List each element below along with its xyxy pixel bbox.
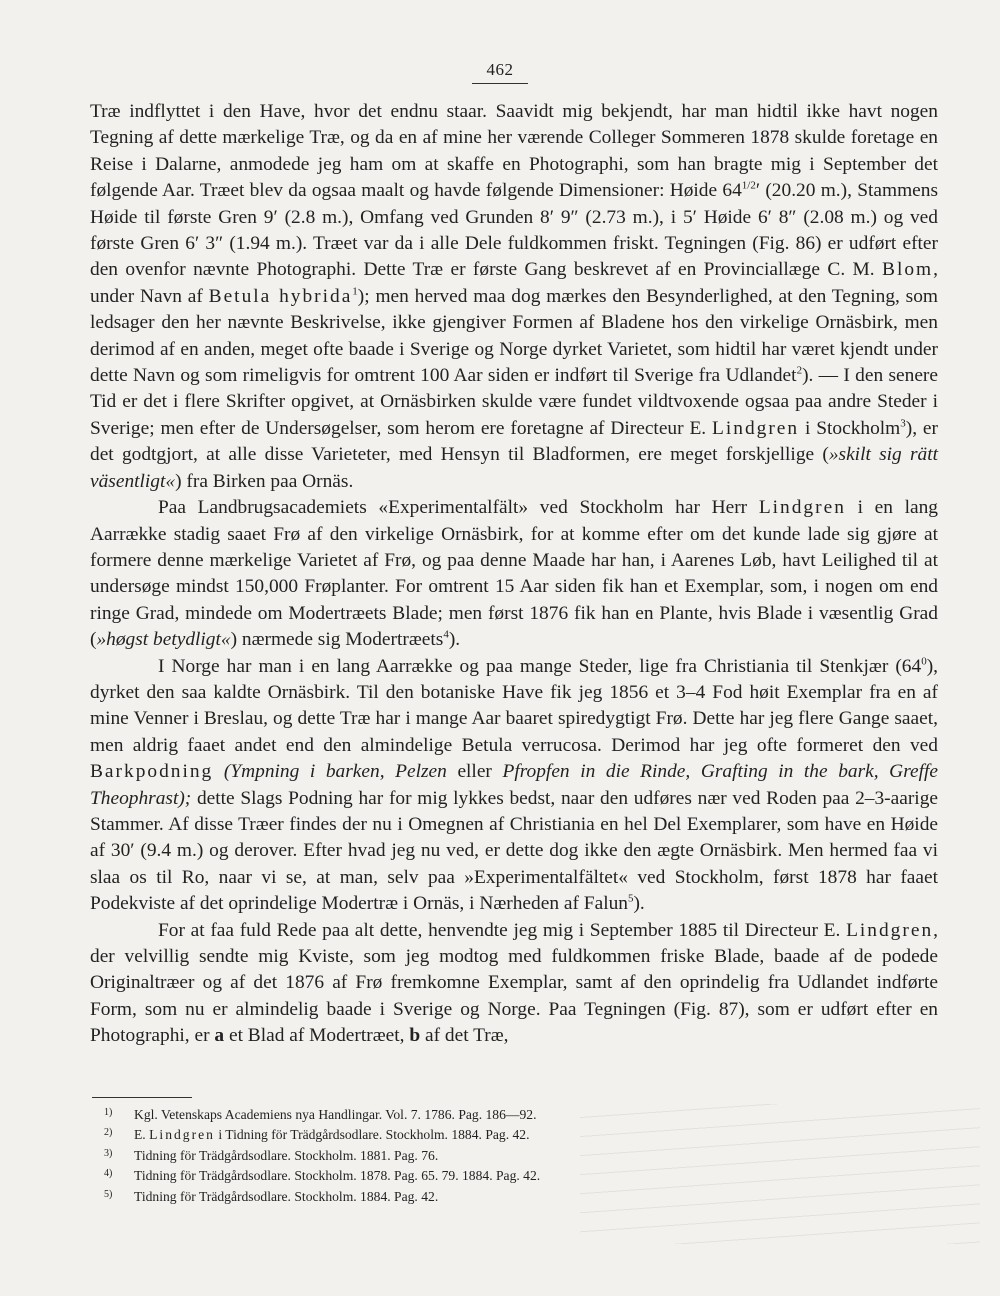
paragraph bbox=[90, 918, 938, 1050]
text-run: For at faa fuld Rede paa alt dette, henvendte jeg mig i September 1885 til Directeur E. bbox=[158, 919, 847, 941]
text-run: i en lang Aarrække stadig saaet Frø af den virkelige Ornäsbirk, for at komme efter om det kunde lade sig gjøre at formere denne mærkelige Varietet af Frø, og paa denne Maade har han, i Aarenes Løb, havt Leilighed til at undersøge mindst 150,000 Frøplanter. For omtrent 15 Aar siden fik han et Exemplar, som, i nogen om end ringe Grad, mindede om Modertræets Blade; men først 1876 fik han en Plante, hvis Blade i væsentlig Grad ( bbox=[90, 497, 939, 651]
text-run: Træ indflyttet i den Have, hvor det endnu staar. Saavidt mig bekjendt, har man hidtil ikke havt nogen Tegning af dette mærkelige Træ, og da en af mine her værende Colleger Sommeren 1878 skulde foretage en Reise i Dalarne, anmodede jeg ham om at skaffe en Photographi, som han bragte mig i September det følgende Aar. Træet blev da ogsaa maalt og havde følgende Dimensioner: Høide 64 bbox=[90, 101, 938, 202]
text-run: Paa Landbrugsacademiets «Experimentalfält» ved Stockholm har Herr bbox=[158, 497, 759, 519]
page-number: 462 bbox=[472, 60, 528, 84]
text-run: ). — I den senere Tid er det i flere Skrifter opgivet, at Ornäsbirken skulde være fundet vildtvoxende ogsaa paa andre Steder i Sverige; men efter de Undersøgelser, som herom ere foretagne af Directeur E. bbox=[90, 365, 938, 439]
spaced-name: Lindgren bbox=[758, 497, 846, 519]
spaced-name: Blom bbox=[882, 259, 934, 281]
body-text bbox=[90, 99, 938, 1050]
footnote bbox=[104, 1186, 804, 1206]
bold-letter: a bbox=[214, 1025, 225, 1047]
text-run: ) fra Birken paa Ornäs. bbox=[175, 470, 354, 492]
text-run: eller bbox=[446, 761, 503, 783]
footnote bbox=[104, 1104, 804, 1124]
superscript: 0 bbox=[921, 655, 927, 668]
text-run: I Norge har man i en lang Aarrække og paa mange Steder, lige fra Christiania til Stenkjær (64 bbox=[158, 655, 922, 677]
text-run: ) nærmede sig Modertræets bbox=[230, 629, 444, 651]
text-run: ′ (20.20 m.), Stammens Høide til første Gren 9′ (2.8 m.), Omfang ved Grunden 8′ 9″ (2.73 m.), i 5′ Høide 6′ 8″ (2.08 m.) og ved første Gren 6′ 3″ (1.94 m.). Træet var da i alle Dele fuldkommen friskt. Tegningen (Fig. 86) er udført efter den ovenfor nævnte Photographi. Dette Træ er første Gang beskrevet af en Provinciallæge C. M. bbox=[90, 180, 938, 281]
text-run: Tidning för Trädgårdsodlare. Stockholm. 1881. Pag. 76. bbox=[134, 1147, 439, 1163]
text-run: et Blad af Modertræet, bbox=[224, 1025, 410, 1047]
text-run: ). bbox=[448, 629, 461, 651]
text-run: E. bbox=[134, 1127, 150, 1143]
footnote bbox=[104, 1145, 804, 1165]
paragraph bbox=[90, 495, 938, 653]
text-run: i Stockholm bbox=[799, 417, 901, 439]
superscript: 3 bbox=[900, 417, 906, 430]
footnote-marker: 2) bbox=[104, 1127, 113, 1139]
spaced-name: Lindgren bbox=[712, 417, 800, 439]
text-run: Kgl. Vetenskaps Academiens nya Handlingar. Vol. 7. 1786. Pag. 186—92. bbox=[134, 1107, 537, 1122]
superscript: 2 bbox=[796, 364, 803, 377]
text-run bbox=[213, 761, 224, 782]
text-run: ), dyrket den saa kaldte Ornäsbirk. Til den botaniske Have fik jeg 1856 et 3–4 Fod høit Exemplar fra en af mine Venner i Breslau, og dette Træ har i mange Aar baaret spiredygtigt Frø. Dette har jeg flere Gange saaet, men aldrig faaet andet end den almindelige Betula verrucosa. Derimod har jeg ofte formeret den ved bbox=[90, 655, 938, 756]
text-run: Tidning för Trädgårdsodlare. Stockholm. 1884. Pag. 42. bbox=[134, 1188, 439, 1204]
spaced-name: Betula hybrida bbox=[208, 285, 353, 307]
paragraph bbox=[90, 99, 938, 495]
footnote-marker: 4) bbox=[104, 1168, 113, 1180]
footnotes bbox=[104, 1104, 804, 1206]
text-run: af det Træ, bbox=[420, 1025, 509, 1047]
text-run: dette Slags Podning har for mig lykkes bedst, naar den udføres nær ved Roden paa 2–3-aarige Stammer. Af disse Træer findes der nu i Omegnen af Christiania en hel Del Exemplarer, som have en Høide af 30′ (9.4 m.) og derover. Efter hvad jeg nu ved, er dette dog ikke den ægte Ornäsbirk. Men hermed faa vi slaa os til Ro, naar vi se, at man, selv paa »Experimentalfältet« ved Stockholm, først 1878 har faaet Podekviste af det oprindelige Modertræ i Ornäs, i Nærheden af Falun bbox=[90, 787, 938, 915]
footnote-rule bbox=[92, 1097, 192, 1098]
footnote bbox=[104, 1165, 804, 1185]
superscript: 5 bbox=[627, 892, 634, 905]
spaced-name: Barkpodning bbox=[90, 761, 214, 783]
footnote-marker: 1) bbox=[104, 1107, 113, 1118]
italic-text: (Ympning i barken, Pelzen bbox=[223, 761, 447, 783]
spaced-name: Lindgren bbox=[149, 1127, 215, 1143]
italic-text: »høgst betydligt« bbox=[96, 629, 231, 651]
footnote-marker: 5) bbox=[104, 1188, 113, 1200]
paragraph bbox=[90, 654, 938, 918]
italic-text: »skilt sig rätt väsentligt« bbox=[90, 444, 938, 492]
footnote bbox=[104, 1124, 804, 1144]
text-run: Tidning för Trädgårdsodlare. Stockholm. 1878. Pag. 65. 79. 1884. Pag. 42. bbox=[134, 1168, 541, 1184]
text-run: ); men herved maa dog mærkes den Besynderlighed, at den Tegning, som ledsager den her nævnte Beskrivelse, ikke gjengiver Formen af Bladene hos den virkelige Ornäsbirk, men derimod af en anden, meget ofte baade i Sverige og Norge dyrket Varietet, som hidtil har været kjendt under dette Navn og som rimeligvis for omtrent 100 Aar siden er indført til Sverige fra Udlandet bbox=[90, 285, 938, 387]
text-run: ). bbox=[633, 893, 645, 915]
text-run: , der velvillig sendte mig Kviste, som jeg modtog med fuldkommen friske Blade, baade af de podede Originaltræer og af det 1876 af Frø fremkomne Exemplar, samt af den oprindelig fra Udlandet indførte Form, som nu er almindelig baade i Sverige og Norge. Paa Tegningen (Fig. 87), som er udført efter en Photographi, er bbox=[90, 919, 938, 1047]
text-run: ), er det godtgjort, at alle disse Varieteter, med Hensyn til Bladformen, ere meget forskjellige ( bbox=[90, 417, 938, 466]
superscript: 1 bbox=[352, 285, 358, 298]
text-run: i Tidning för Trädgårdsodlare. Stockholm. 1884. Pag. 42. bbox=[214, 1127, 530, 1143]
bold-letter: b bbox=[409, 1025, 421, 1047]
superscript: 4 bbox=[443, 628, 449, 641]
italic-text: Pfropfen in die Rinde, Grafting in the bark, Greffe Theophrast); bbox=[90, 761, 939, 809]
text-run: , under Navn af bbox=[90, 259, 938, 307]
superscript: 1/2 bbox=[741, 179, 756, 192]
footnote-marker: 3) bbox=[104, 1147, 113, 1159]
spaced-name: Lindgren bbox=[846, 919, 934, 941]
